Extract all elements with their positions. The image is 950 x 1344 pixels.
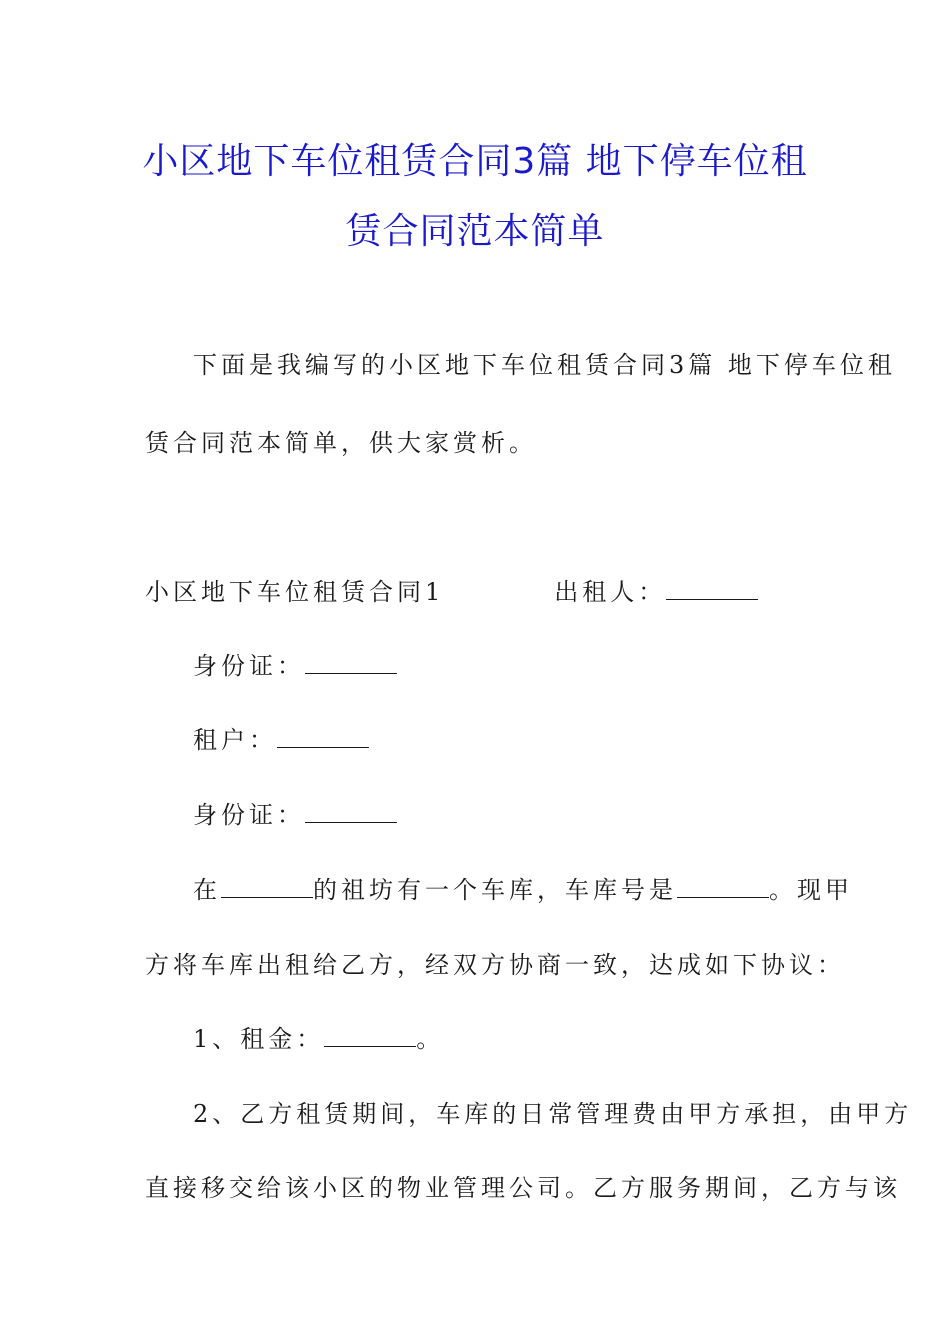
item-2-line-1: 2、乙方租赁期间，车库的日常管理费由甲方承担，由甲方 — [193, 1100, 913, 1128]
para1-prefix: 在 — [193, 876, 221, 904]
item-1-label: 1、租金： — [193, 1025, 325, 1053]
item-2-line-2: 直接移交给该小区的物业管理公司。乙方服务期间，乙方与该 — [145, 1174, 901, 1202]
item-1-suffix: 。 — [416, 1025, 445, 1053]
lessor-blank — [666, 579, 758, 600]
tenant-row — [193, 720, 369, 755]
id-label-1: 身份证： — [193, 652, 305, 680]
paragraph-1-line-1 — [193, 870, 853, 905]
tenant-blank — [277, 727, 369, 748]
id-blank-2 — [305, 802, 397, 823]
contract-heading: 小区地下车位租赁合同1 — [145, 578, 445, 606]
rent-blank — [324, 1026, 416, 1047]
id-row-1 — [193, 646, 397, 681]
intro-line-1: 下面是我编写的小区地下车位租赁合同3篇 地下停车位租 — [193, 351, 896, 379]
paragraph-1-line-2: 方将车库出租给乙方，经双方协商一致，达成如下协议： — [145, 951, 845, 979]
garage-number-blank — [677, 877, 769, 898]
item-1-row — [193, 1019, 444, 1054]
contract-heading-row — [145, 572, 758, 607]
tenant-label: 租户： — [193, 726, 277, 754]
location-blank — [221, 877, 313, 898]
id-blank-1 — [305, 653, 397, 674]
para1-mid: 的祖坊有一个车库，车库号是 — [313, 876, 677, 904]
lessor-label: 出租人： — [554, 578, 667, 606]
id-label-2: 身份证： — [193, 801, 305, 829]
document-title-line-2: 赁合同范本简单 — [345, 211, 605, 252]
para1-suffix: 。现甲 — [769, 876, 853, 904]
document-title-line-1: 小区地下车位租赁合同3篇 地下停车位租 — [142, 141, 808, 182]
intro-line-2: 赁合同范本简单，供大家赏析。 — [145, 429, 537, 457]
id-row-2 — [193, 795, 397, 830]
